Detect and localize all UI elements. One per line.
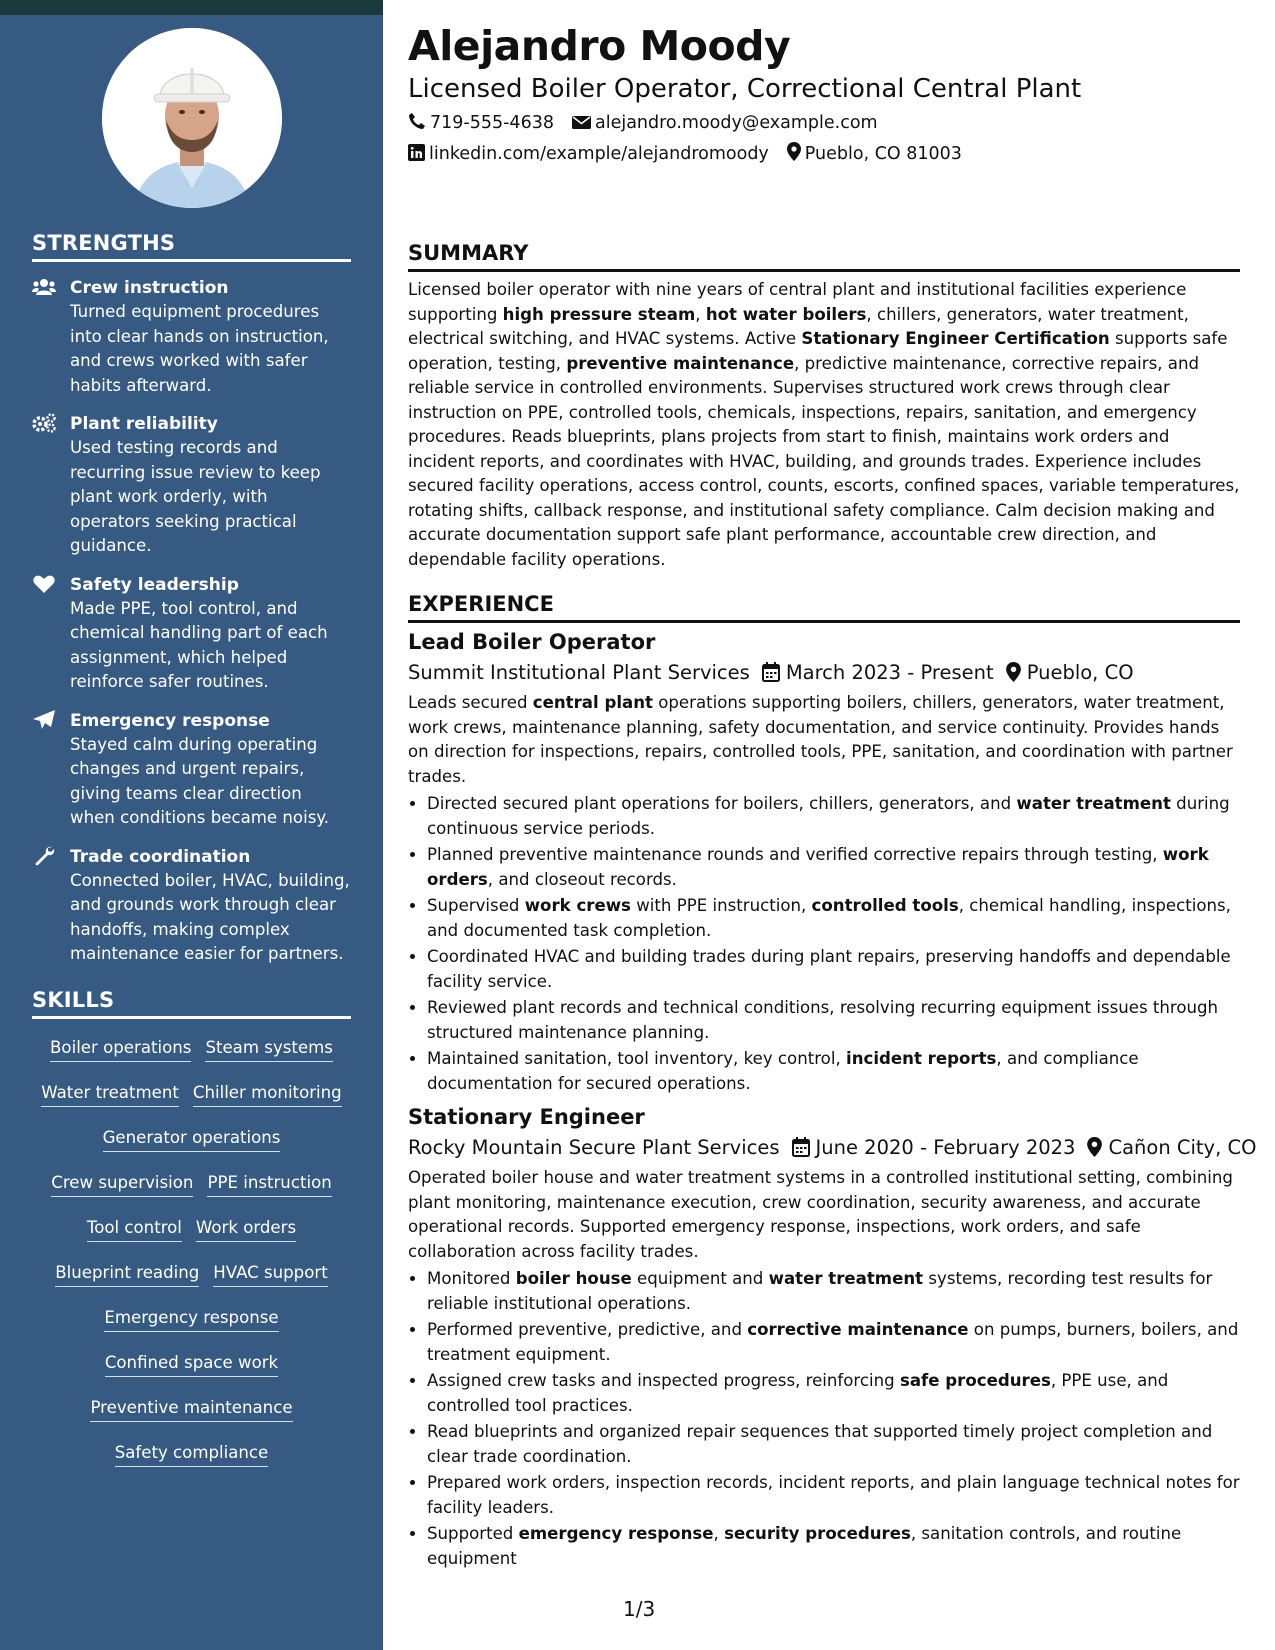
- job-intro: Leads secured central plant operations supporting boilers, chillers, generators, water treatment, work crews, maintenance planning, safety documentation, and service continuity. Provides hands on direction for inspections, repairs, controlled tools, PPE, sanitation, and coordination with partner trades.: [408, 693, 1233, 786]
- strength-item: [32, 845, 351, 967]
- calendar-icon: [762, 662, 780, 682]
- skill-tag: Emergency response: [104, 1307, 278, 1332]
- skills-heading: SKILLS: [32, 988, 351, 1019]
- bullet-item: • Supervised work crews with PPE instruction, controlled tools, chemical handling, inspections, and documented task completion.: [427, 894, 1240, 943]
- email-text: alejandro.moody@example.com: [594, 113, 878, 133]
- job-dates: March 2023 - Present: [785, 661, 994, 684]
- bold-phrase: hot water boilers: [705, 304, 867, 324]
- bullet-item: • Read blueprints and organized repair sequences that supported timely project completion and clear trade coordination.: [427, 1420, 1240, 1469]
- skills-section: [32, 988, 351, 1479]
- skill-tag: PPE instruction: [207, 1172, 331, 1197]
- bold-phrase: security procedures: [724, 1524, 911, 1543]
- bullet-item: • Maintained sanitation, tool inventory, key control, incident reports, and compliance documentation for secured operations.: [427, 1047, 1240, 1096]
- skill-tag: Generator operations: [103, 1127, 281, 1152]
- bullet-item: • Reviewed plant records and technical conditions, resolving recurring equipment issues through structured maintenance planning.: [427, 996, 1240, 1045]
- phone-icon: [408, 112, 426, 130]
- job-location: Cañon City, CO: [1108, 1136, 1257, 1159]
- map-pin-icon: [1087, 1137, 1102, 1157]
- linkedin-text: linkedin.com/example/alejandromoody: [429, 144, 769, 164]
- job-meta: [408, 657, 1240, 689]
- strength-desc: Made PPE, tool control, and chemical handling part of each assignment, which helped reinforce safer routines.: [70, 598, 328, 691]
- phone-text: 719-555-4638: [430, 113, 554, 133]
- strength-desc: Connected boiler, HVAC, building, and grounds work through clear handoffs, making complex maintenance easier for partners.: [70, 870, 350, 963]
- summary-heading: SUMMARY: [408, 241, 1240, 272]
- skill-tag: Crew supervision: [51, 1172, 193, 1197]
- bold-phrase: high pressure steam: [502, 304, 696, 324]
- bullet-item: • Performed preventive, predictive, and corrective maintenance on pumps, burners, boilers, and treatment equipment.: [427, 1318, 1240, 1367]
- experience-section: [408, 592, 1257, 1573]
- person-name: Alejandro Moody: [408, 22, 791, 70]
- experience-heading: EXPERIENCE: [408, 592, 1240, 623]
- strength-title: Plant reliability: [70, 414, 218, 434]
- location-text: Pueblo, CO 81003: [804, 144, 962, 164]
- bold-phrase: safe procedures: [899, 1371, 1051, 1390]
- bullet-item: • Directed secured plant operations for boilers, chillers, generators, and water treatment during continuous service periods.: [427, 792, 1240, 841]
- calendar-icon: [792, 1137, 810, 1157]
- strength-title: Safety leadership: [70, 574, 239, 595]
- job-meta: [408, 1132, 1257, 1164]
- sidebar: [0, 0, 383, 1650]
- job-bullets: [408, 792, 1240, 1096]
- bullet-item: • Monitored boiler house equipment and water treatment systems, recording test results for reliable institutional operations.: [427, 1267, 1240, 1316]
- summary-section: [408, 241, 1240, 572]
- job-bullets: [408, 1267, 1240, 1571]
- skill-tag: Chiller monitoring: [193, 1082, 342, 1107]
- job-location: Pueblo, CO: [1026, 661, 1134, 684]
- strength-item: [32, 709, 351, 831]
- contact-row-1: [408, 112, 878, 133]
- heart-icon: [32, 574, 56, 594]
- job-company: Rocky Mountain Secure Plant Services: [408, 1136, 780, 1159]
- summary-text: Licensed boiler operator with nine years of central plant and institutional facilities experience supporting high pressure steam, hot water boilers, chillers, generators, water treatment, electrical switching, and HVAC systems. Active Stationary Engineer Certification supports safe operation, testing, preventive maintenance, predictive maintenance, corrective repairs, and reliable service in controlled environments. Supervises structured work crews through clear instruction on PPE, controlled tools, chemicals, inspections, repairs, sanitation, and emergency procedures. Reads blueprints, plans projects from start to finish, maintains work orders and incident reports, and coordinates with HVAC, building, and grounds trades. Experience includes secured facility operations, access control, counts, escorts, confined spaces, variable temperatures, rotating shifts, callback response, and institutional safety compliance. Calm decision making and accurate documentation support safe plant performance, accountable crew direction, and dependable facility operations.: [408, 280, 1240, 569]
- bold-phrase: Stationary Engineer Certification: [801, 329, 1110, 348]
- bullet-item: • Planned preventive maintenance rounds and verified corrective repairs through testing, work orders, and closeout records.: [427, 843, 1240, 892]
- bold-phrase: water treatment: [768, 1269, 924, 1288]
- bullet-item: • Coordinated HVAC and building trades during plant repairs, preserving handoffs and dependable facility service.: [427, 945, 1240, 994]
- person-title: Licensed Boiler Operator, Correctional Central Plant: [408, 74, 1082, 104]
- job-intro: Operated boiler house and water treatment systems in a controlled institutional setting, combining plant monitoring, maintenance execution, crew coordination, security awareness, and accurate operational records. Supported emergency response, inspections, work orders, and safe collaboration across facility trades.: [408, 1168, 1233, 1261]
- wrench-icon: [32, 846, 56, 866]
- skill-tag: Work orders: [196, 1217, 296, 1242]
- bold-phrase: preventive maintenance: [566, 353, 795, 373]
- job-title: Lead Boiler Operator: [408, 630, 656, 654]
- linkedin-icon: [408, 144, 425, 161]
- strength-item: [32, 412, 351, 559]
- bold-phrase: corrective maintenance: [747, 1320, 969, 1339]
- skill-tag: Boiler operations: [50, 1037, 191, 1062]
- map-pin-icon: [787, 142, 801, 161]
- job-company: Summit Institutional Plant Services: [408, 661, 750, 684]
- sidebar-top-bar: [0, 0, 383, 15]
- bold-phrase: emergency response: [518, 1524, 714, 1543]
- job-title: Stationary Engineer: [408, 1105, 645, 1129]
- strength-desc: Turned equipment procedures into clear hands on instruction, and crews worked with safer habits afterward.: [70, 302, 329, 395]
- gears-icon: [32, 413, 56, 433]
- strength-desc: Used testing records and recurring issue review to keep plant work orderly, with operators seeking practical guidance.: [70, 438, 321, 555]
- paper-plane-icon: [32, 710, 56, 730]
- skill-tag: Water treatment: [41, 1082, 179, 1107]
- strength-desc: Stayed calm during operating changes and urgent repairs, giving teams clear direction when conditions became noisy.: [70, 734, 330, 827]
- job-dates: June 2020 - February 2023: [815, 1136, 1076, 1159]
- profile-photo: [102, 28, 282, 208]
- strength-title: Crew instruction: [70, 278, 229, 298]
- strengths-heading: STRENGTHS: [32, 231, 351, 262]
- bold-phrase: incident reports: [846, 1049, 997, 1068]
- strength-item: [32, 276, 351, 398]
- bold-phrase: controlled tools: [811, 896, 959, 915]
- bullet-item: • Supported emergency response, security procedures, sanitation controls, and routine equipment: [427, 1522, 1240, 1571]
- strengths-section: [32, 231, 351, 967]
- map-pin-icon: [1006, 662, 1021, 682]
- strength-item: [32, 573, 351, 695]
- skill-tag: Tool control: [87, 1217, 182, 1242]
- job-entry: [408, 1102, 1257, 1571]
- skill-tag: HVAC support: [213, 1262, 327, 1287]
- job-entry: [408, 627, 1240, 1096]
- page-number: 1/3: [623, 1597, 656, 1621]
- skill-tag: Safety compliance: [115, 1442, 269, 1467]
- skill-tag: Steam systems: [205, 1037, 333, 1062]
- users-icon: [32, 277, 56, 297]
- strength-title: Emergency response: [70, 710, 270, 731]
- skill-tag: Blueprint reading: [55, 1262, 199, 1287]
- skills-list: [32, 1029, 351, 1479]
- skill-tag: Preventive maintenance: [90, 1397, 292, 1422]
- contact-row-2: [408, 142, 962, 164]
- bullet-item: • Prepared work orders, inspection records, incident reports, and plain language technical notes for facility leaders.: [427, 1471, 1240, 1520]
- skill-tag: Confined space work: [105, 1352, 278, 1377]
- bold-phrase: work orders: [427, 845, 1209, 889]
- bullet-item: • Assigned crew tasks and inspected progress, reinforcing safe procedures, PPE use, and controlled tool practices.: [427, 1369, 1240, 1418]
- bold-phrase: work crews: [524, 896, 631, 915]
- bold-phrase: central plant: [532, 693, 653, 712]
- envelope-icon: [572, 115, 591, 130]
- strength-title: Trade coordination: [70, 846, 251, 867]
- bold-phrase: boiler house: [515, 1269, 632, 1288]
- bold-phrase: water treatment: [1016, 794, 1171, 813]
